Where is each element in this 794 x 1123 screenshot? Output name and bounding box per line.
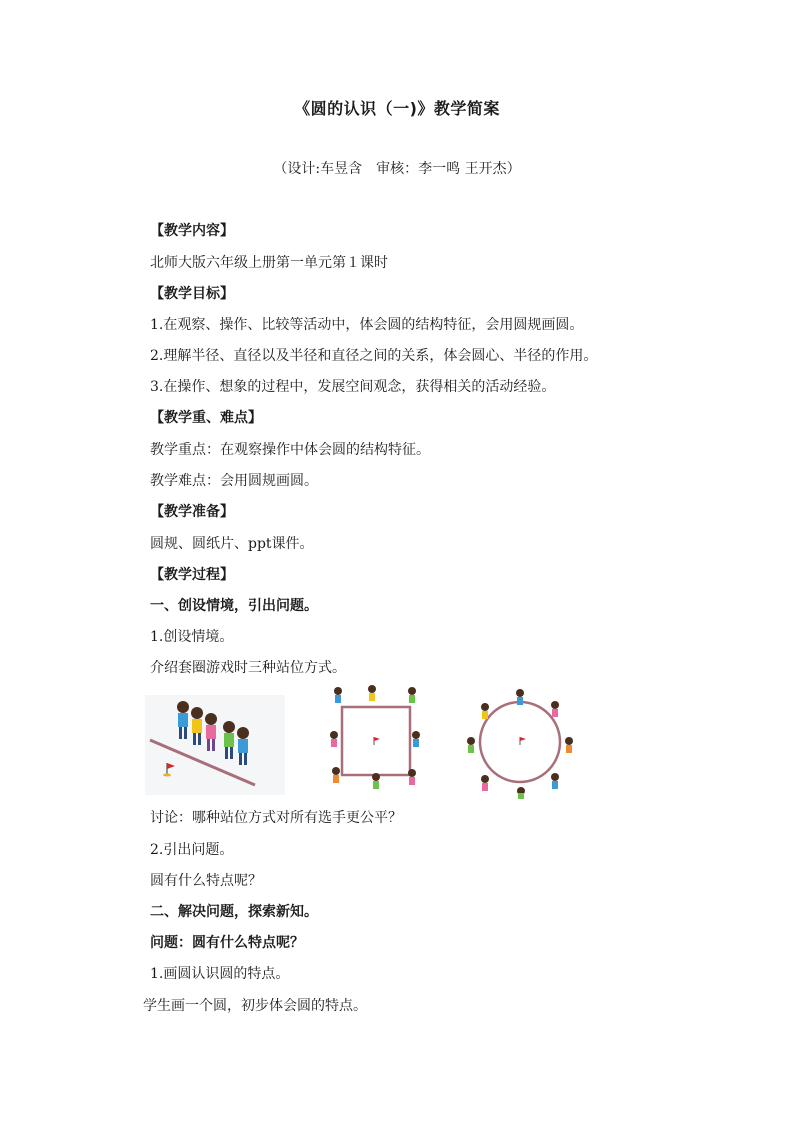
flag-icon xyxy=(520,737,526,745)
process-heading: 【教学过程】 xyxy=(150,567,234,583)
prep-text: 圆规、圆纸片、ppt课件。 xyxy=(150,536,314,552)
discussion-text: 讨论：哪种站位方式对所有选手更公平？ xyxy=(150,810,402,826)
step1-1-text: 介绍套圈游戏时三种站位方式。 xyxy=(150,660,346,676)
formation-illustrations xyxy=(145,685,585,800)
circle-formation-image xyxy=(463,685,578,800)
step2-1-text: 学生画一个圆，初步体会圆的特点。 xyxy=(143,998,367,1014)
part1-heading: 一、创设情境，引出问题。 xyxy=(150,598,318,614)
square-formation-image xyxy=(328,685,423,795)
goal-item-3: 3.在操作、想象的过程中，发展空间观念，获得相关的活动经验。 xyxy=(150,379,556,395)
content-text: 北师大版六年级上册第一单元第１课时 xyxy=(150,255,388,271)
credits-line: （设计:车昱含 审核：李一鸣 王开杰） xyxy=(273,161,521,177)
part2-heading: 二、解决问题，探索新知。 xyxy=(150,904,318,920)
difficult-point: 教学难点：会用圆规画圆。 xyxy=(150,473,318,489)
goal-item-2: 2.理解半径、直径以及半径和直径之间的关系，体会圆心、半径的作用。 xyxy=(150,348,598,364)
key-point: 教学重点：在观察操作中体会圆的结构特征。 xyxy=(150,442,430,458)
question-heading: 问题：圆有什么特点呢？ xyxy=(150,935,304,951)
line-formation-image xyxy=(145,685,285,795)
goals-heading: 【教学目标】 xyxy=(150,286,234,302)
step2-1: 1.画圆认识圆的特点。 xyxy=(150,966,290,982)
step1-2: 2.引出问题。 xyxy=(150,842,234,858)
prep-heading: 【教学准备】 xyxy=(150,504,234,520)
goal-item-1: 1.在观察、操作、比较等活动中，体会圆的结构特征，会用圆规画圆。 xyxy=(150,317,584,333)
flag-icon xyxy=(374,737,380,745)
step1-2-text: 圆有什么特点呢？ xyxy=(150,873,262,889)
content-heading: 【教学内容】 xyxy=(150,223,234,239)
step1-1: 1.创设情境。 xyxy=(150,629,234,645)
keypoints-heading: 【教学重、难点】 xyxy=(150,410,262,426)
document-title: 《圆的认识（一)》教学简案 xyxy=(294,99,500,118)
